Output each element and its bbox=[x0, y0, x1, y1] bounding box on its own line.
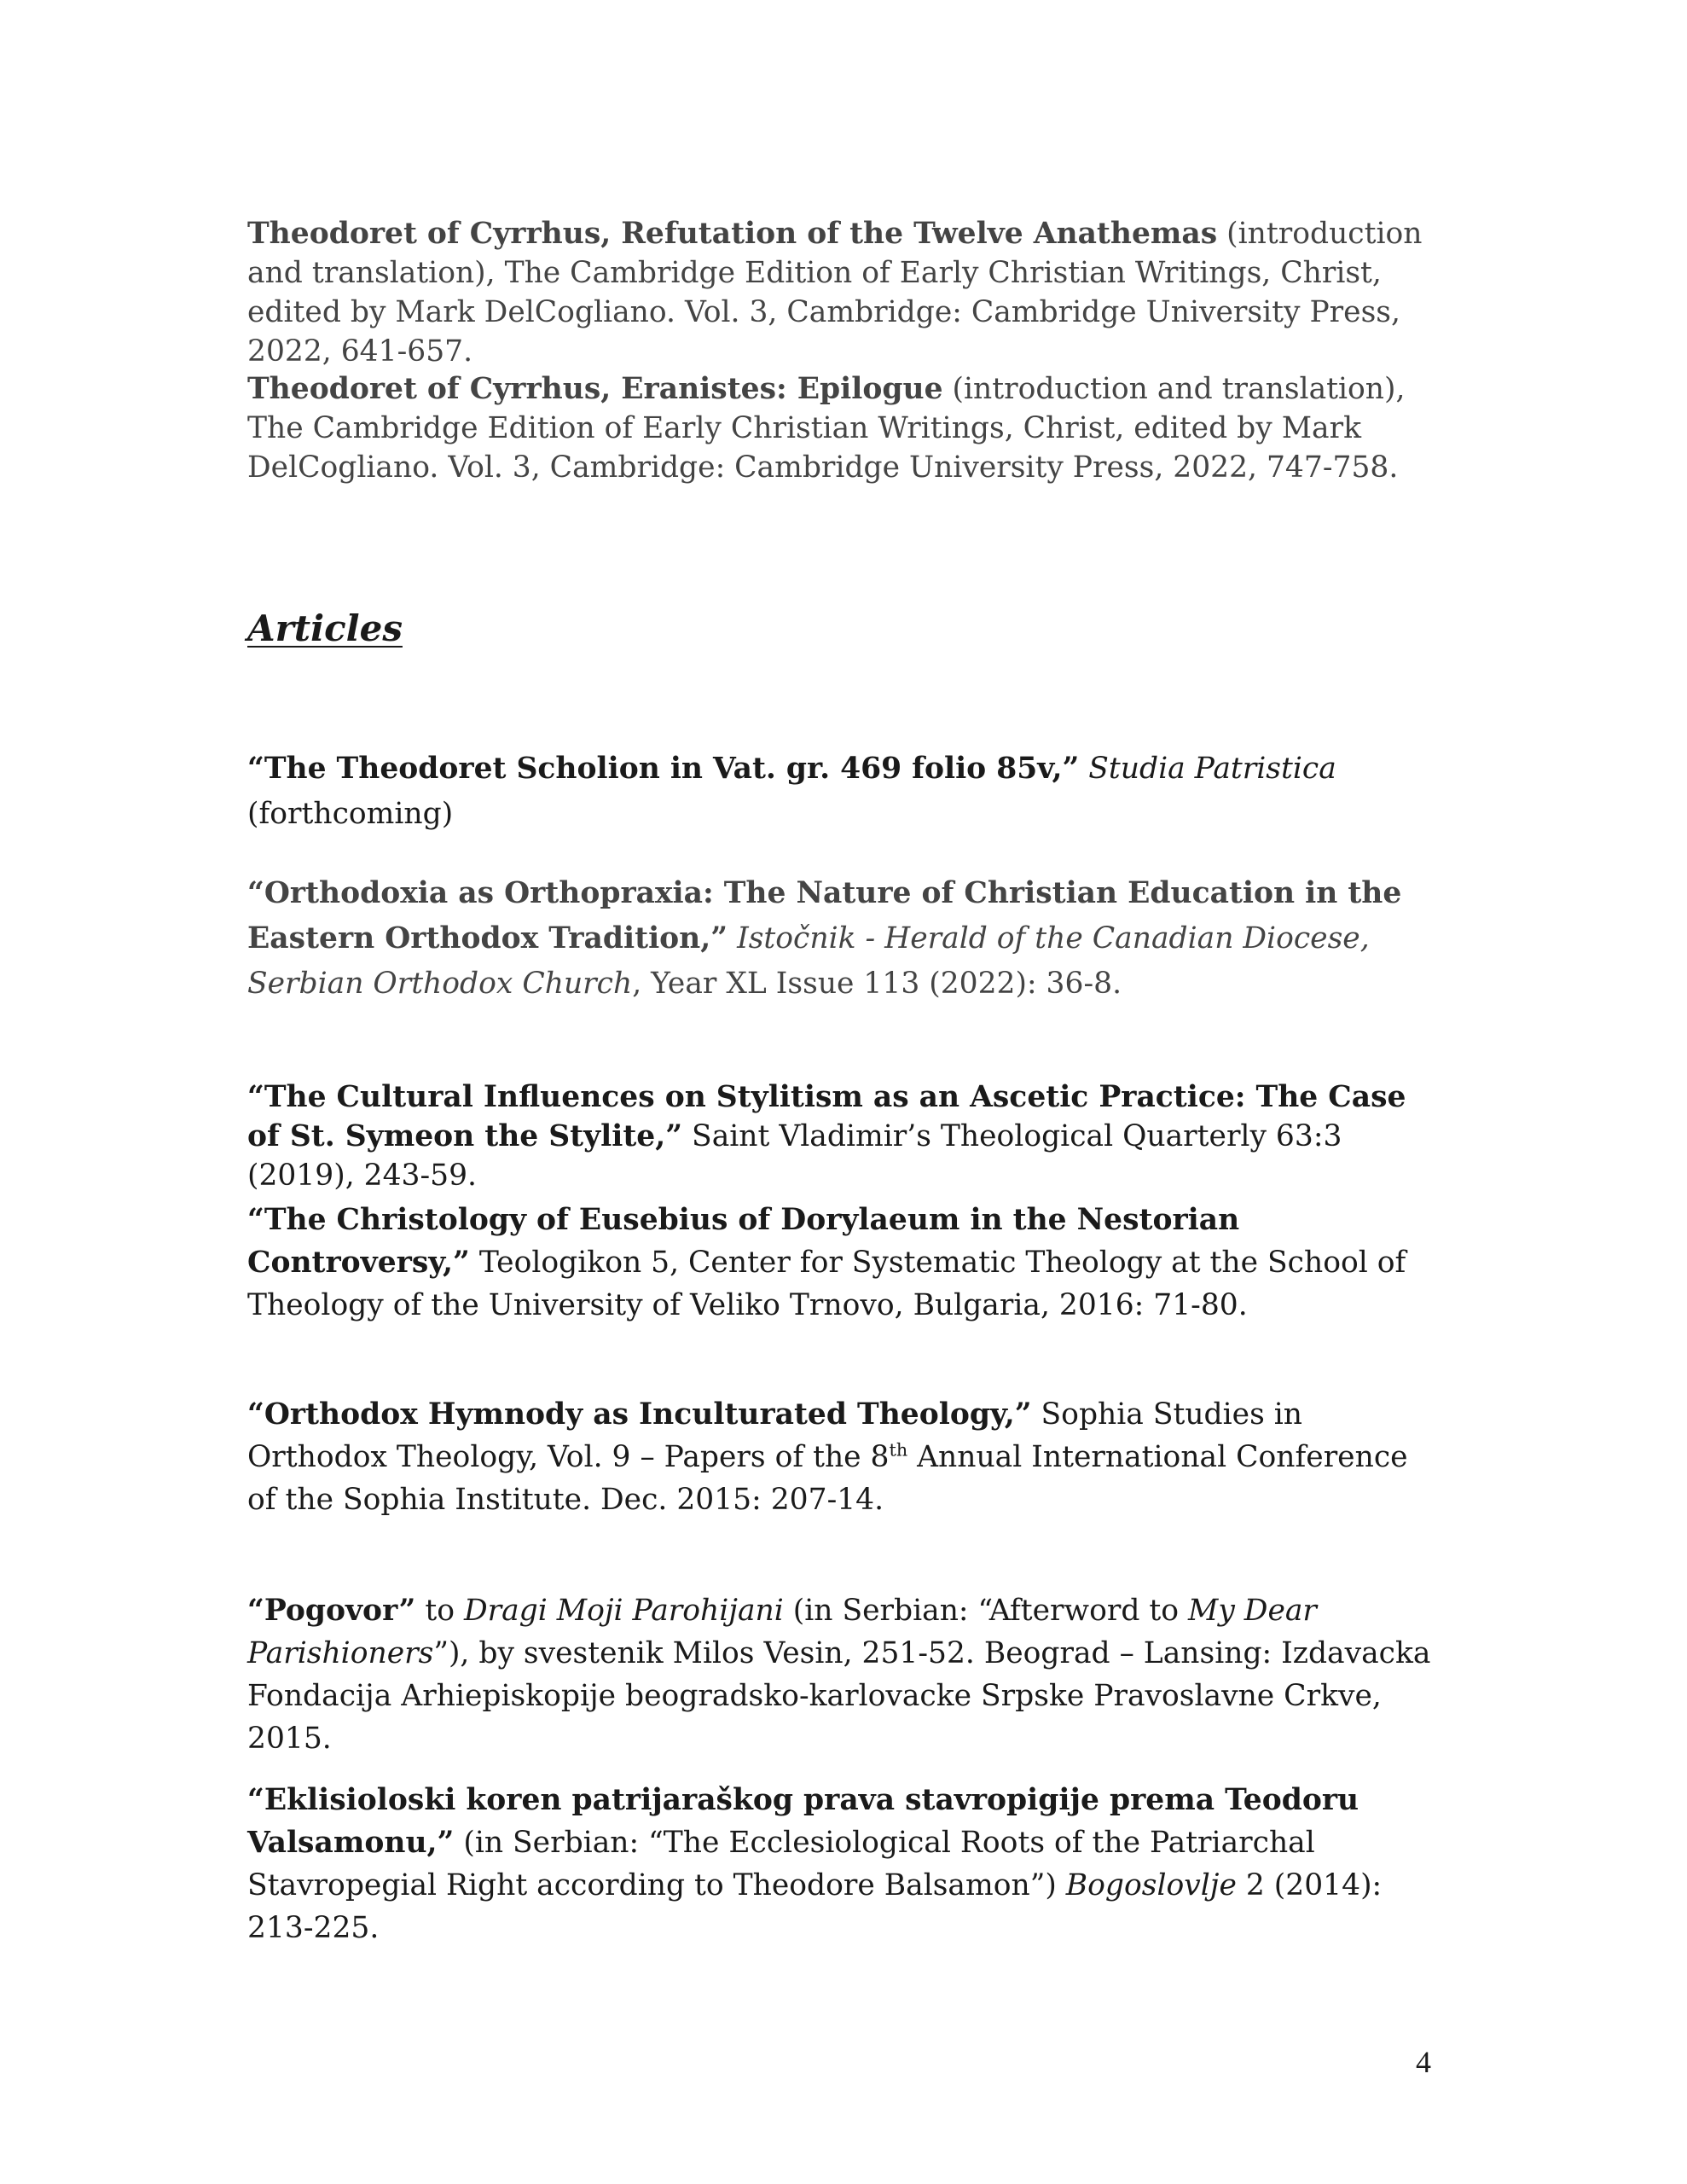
article-details: , Year XL Issue 113 (2022): 36-8. bbox=[632, 966, 1122, 1001]
article-details: ”), by svestenik Milos Vesin, 251-52. Beograd – Lansing: Izdavacka Fondacija Arhiepiskopije beogradsko-karlovacke Srpske Pravoslavne Crkve, 2015. bbox=[247, 1635, 1431, 1756]
article-entry bbox=[247, 746, 1433, 837]
book-entry-refutation bbox=[247, 214, 1433, 371]
article-details: Annual International Conference of the Sophia Institute. Dec. 2015: 207-14. bbox=[247, 1439, 1408, 1517]
book-title-italic: Dragi Moji Parohijani bbox=[463, 1593, 784, 1628]
article-entry bbox=[247, 1589, 1433, 1760]
book-title: Theodoret of Cyrrhus, Refutation of the Twelve Anathemas bbox=[247, 216, 1218, 251]
ordinal-suffix: th bbox=[889, 1439, 908, 1460]
article-title: “The Christology of Eusebius of Dorylaeum in the Nestorian Controversy,” bbox=[247, 1202, 1240, 1280]
journal-name: Bogoslovlje bbox=[1065, 1867, 1237, 1902]
article-details: Sophia Studies in Orthodox Theology, Vol. 9 – Papers of the 8 bbox=[247, 1397, 1303, 1474]
article-title: “Orthodox Hymnody as Inculturated Theology,” bbox=[247, 1397, 1032, 1432]
article-entry bbox=[247, 871, 1433, 1007]
article-title: “Pogovor” bbox=[247, 1593, 416, 1628]
page-number: 4 bbox=[1416, 2045, 1431, 2079]
article-title: “The Cultural Influences on Stylitism as an Ascetic Practice: The Case of St. Symeon the Stylite,” bbox=[247, 1079, 1406, 1153]
article-details: Teologikon 5, Center for Systematic Theology at the School of Theology of the University of Veliko Trnovo, Bulgaria, 2016: 71-80. bbox=[247, 1245, 1406, 1322]
article-entry bbox=[247, 1393, 1433, 1521]
article-details: to bbox=[415, 1593, 464, 1628]
article-details: (forthcoming) bbox=[247, 796, 454, 831]
article-details: (in Serbian: “Afterword to bbox=[783, 1593, 1188, 1628]
journal-name: Istočnik - Herald of the Canadian Diocese, Serbian Orthodox Church bbox=[247, 921, 1370, 1001]
article-details: (in Serbian: “The Ecclesiological Roots of the Patriarchal Stavropegial Right according to Theodore Balsamon”) bbox=[247, 1825, 1315, 1902]
article-details: 2 (2014): 213-225. bbox=[247, 1867, 1383, 1945]
articles-heading: Articles bbox=[247, 607, 403, 649]
book-entry-eranistes bbox=[247, 369, 1433, 487]
article-details: Saint Vladimir’s Theological Quarterly 63:3 (2019), 243-59. bbox=[247, 1118, 1342, 1193]
book-details: (introduction and translation), The Cambridge Edition of Early Christian Writings, Christ, edited by Mark DelCogliano. Vol. 3, Cambridge: Cambridge University Press, 2022, 747-758. bbox=[247, 371, 1406, 485]
article-title: “Eklisioloski koren patrijaraškog prava stavropigije prema Teodoru Valsamonu,” bbox=[247, 1782, 1359, 1860]
article-entry bbox=[247, 1779, 1433, 1949]
book-title-italic: My Dear Parishioners bbox=[247, 1593, 1317, 1670]
book-details: (introduction and translation), The Cambridge Edition of Early Christian Writings, Christ, edited by Mark DelCogliano. Vol. 3, Cambridge: Cambridge University Press, 2022, 641-657. bbox=[247, 216, 1423, 369]
article-title: “The Theodoret Scholion in Vat. gr. 469 folio 85v,” bbox=[247, 751, 1080, 786]
book-title: Theodoret of Cyrrhus, Eranistes: Epilogue bbox=[247, 371, 943, 406]
article-title: “Orthodoxia as Orthopraxia: The Nature of Christian Education in the Eastern Orthodox Tradition,” bbox=[247, 875, 1402, 956]
article-entry bbox=[247, 1199, 1433, 1327]
article-entry bbox=[247, 1077, 1433, 1195]
journal-name: Studia Patristica bbox=[1088, 751, 1336, 786]
